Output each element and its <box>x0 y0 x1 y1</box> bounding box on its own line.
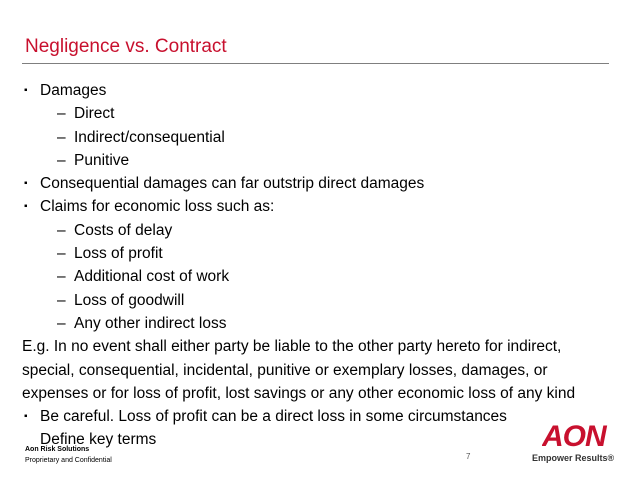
bullet-text: Any other indirect loss <box>74 314 227 332</box>
sub-bullet-item <box>22 126 622 149</box>
dash-bullet-icon: – <box>57 105 66 123</box>
square-bullet-icon: ▪ <box>24 178 28 190</box>
bullet-text: Loss of goodwill <box>74 291 185 309</box>
bullet-text: Be careful. Loss of profit can be a direct loss in some circumstances <box>40 408 507 426</box>
bullet-text: Consequential damages can far outstrip direct damages <box>40 175 425 193</box>
sub-bullet-item <box>22 102 622 125</box>
footer-company: Aon Risk Solutions <box>25 446 90 453</box>
square-bullet-icon: ▪ <box>24 201 28 213</box>
dash-bullet-icon: – <box>57 221 66 239</box>
bullet-text: Indirect/consequential <box>74 128 225 146</box>
dash-bullet-icon: – <box>57 291 66 309</box>
tagline: Empower Results® <box>532 453 615 463</box>
bullet-list <box>22 79 622 335</box>
aon-logo <box>542 418 612 450</box>
title-divider <box>22 63 609 64</box>
bullet-text: Damages <box>40 82 107 99</box>
dash-bullet-icon: – <box>57 128 66 146</box>
bullet-text: Loss of profit <box>74 245 163 263</box>
bullet-continuation: Define key terms <box>40 431 157 449</box>
bullet-item <box>22 195 622 218</box>
bullet-item <box>22 405 622 428</box>
slide-body <box>22 79 622 452</box>
square-bullet-icon: ▪ <box>24 411 28 423</box>
sub-bullet-item <box>22 149 622 172</box>
bullet-text: Punitive <box>74 151 130 169</box>
example-paragraph <box>22 335 622 405</box>
dash-bullet-icon: – <box>57 268 66 286</box>
sub-bullet-item <box>22 289 622 312</box>
sub-bullet-item <box>22 265 622 288</box>
logo-text: AON <box>542 420 606 450</box>
bullet-text: Costs of delay <box>74 221 173 239</box>
page-number: 7 <box>466 452 471 461</box>
bullet-item <box>22 79 622 102</box>
dash-bullet-icon: – <box>57 151 66 169</box>
footer-confidentiality: Proprietary and Confidential <box>25 457 112 464</box>
slide-title: Negligence vs. Contract <box>25 36 227 57</box>
sub-bullet-item <box>22 242 622 265</box>
dash-bullet-icon: – <box>57 245 66 263</box>
dash-bullet-icon: – <box>57 314 66 332</box>
bullet-item <box>22 172 622 195</box>
paragraph-line: E.g. In no event shall either party be liable to the other party hereto for indirect, <box>22 338 562 356</box>
bullet-text: Claims for economic loss such as: <box>40 198 275 216</box>
paragraph-line: special, consequential, incidental, punitive or exemplary losses, damages, or <box>22 361 548 379</box>
bullet-text: Additional cost of work <box>74 268 230 286</box>
sub-bullet-item <box>22 312 622 335</box>
paragraph-line: expenses or for loss of profit, lost savings or any other economic loss of any kind <box>22 384 576 402</box>
sub-bullet-item <box>22 219 622 242</box>
bullet-text: Direct <box>74 105 115 123</box>
square-bullet-icon: ▪ <box>24 85 28 96</box>
